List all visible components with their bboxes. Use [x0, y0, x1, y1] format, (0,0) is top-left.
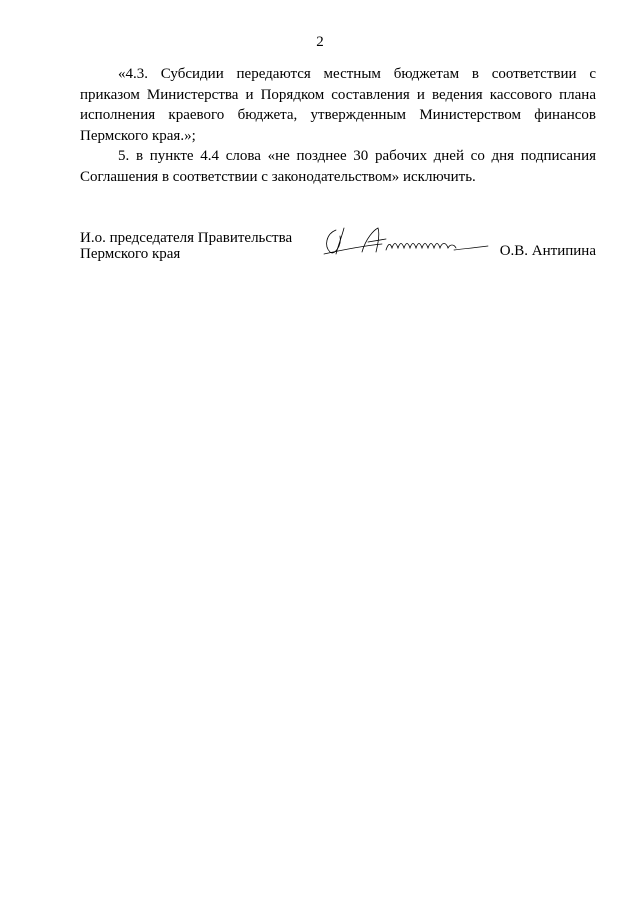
document-body [80, 64, 596, 187]
paragraph-item-5: 5. в пункте 4.4 слова «не позднее 30 рабочих дней со дня подписания Соглашения в соответствии с законодательством» исключить. [80, 148, 596, 185]
handwritten-signature [322, 224, 492, 260]
signer-title-region: Пермского края [80, 246, 181, 262]
paragraph-4-3: «4.3. Субсидии передаются местным бюджетам в соответствии с приказом Министерства и Порядком составления и ведения кассового плана исполнения краевого бюджета, утвержденным Министерством финансов Пермского края.»; [80, 66, 596, 144]
signer-title [80, 230, 320, 262]
page-number: 2 [316, 34, 324, 50]
signer-title-line: И.о. председателя Правительства [80, 230, 293, 246]
signature-block [80, 230, 596, 270]
signer-name: О.В. Антипина [499, 243, 596, 259]
